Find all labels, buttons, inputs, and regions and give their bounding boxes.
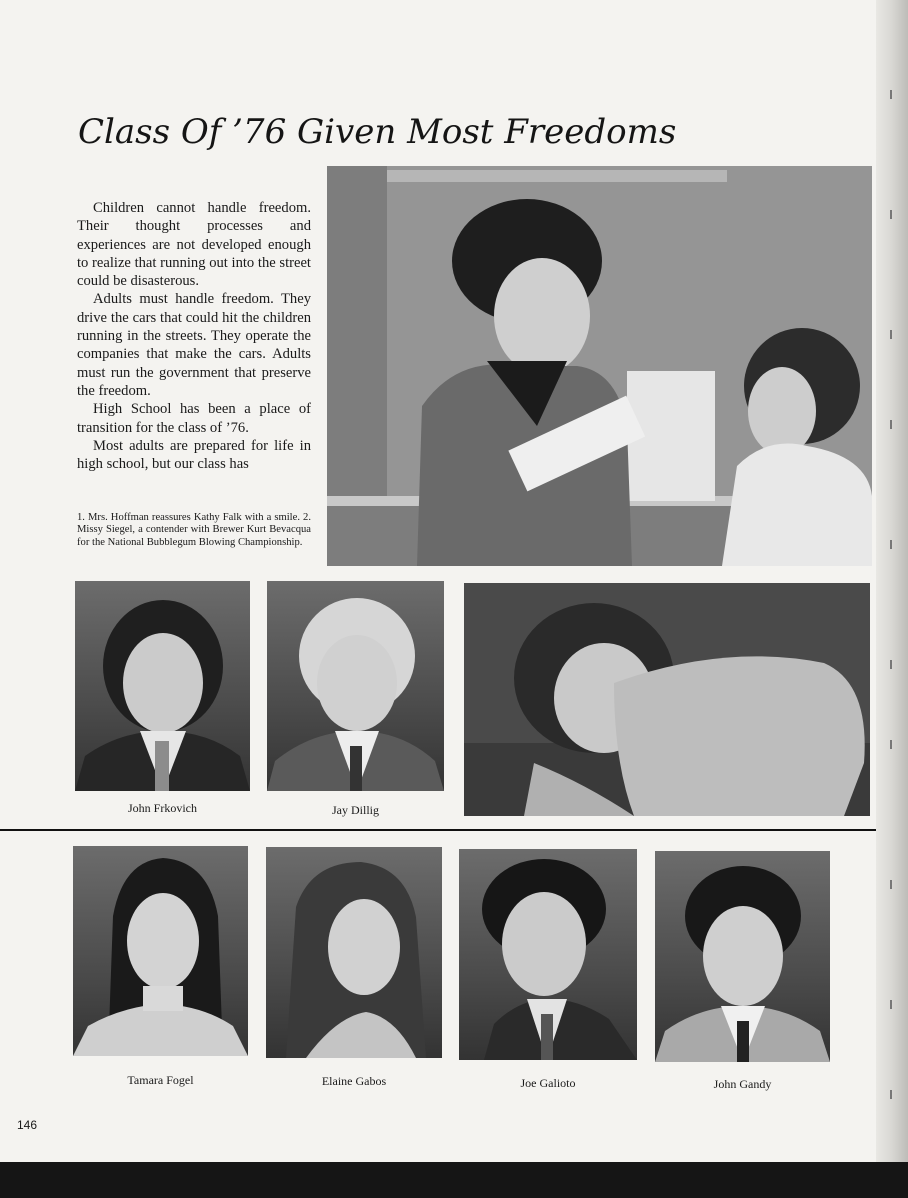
portrait-name: Tamara Fogel: [127, 1073, 194, 1087]
portrait-name: Jay Dillig: [332, 803, 379, 817]
section-divider: [0, 829, 890, 831]
portrait-photo-john-gandy: [655, 851, 830, 1062]
portrait-name: John Frkovich: [128, 801, 197, 815]
article-paragraph: Children cannot handle freedom. Their thought processes and experiences are not developed enough to realize that running out into the street could be disasterous.: [77, 200, 311, 290]
article-paragraph: Adults must handle freedom. They drive the cars that could hit the children running in the streets. They operate the companies that make the cars. Adults must run the government that preserve the freedom.: [77, 291, 311, 399]
portrait-photo-jay-dillig: [267, 581, 444, 791]
article-paragraph: Most adults are prepared for life in high school, but our class has: [77, 437, 311, 473]
page-title: Class Of ’76 Given Most Freedoms: [78, 112, 677, 152]
candid-photo-teacher-student: [327, 166, 872, 566]
portrait-name: Elaine Gabos: [321, 1074, 387, 1088]
candid-photo-bubblegum: [464, 583, 870, 816]
portrait-photo-john-frkovich: [75, 581, 250, 791]
portrait-photo-tamara-fogel: [73, 846, 248, 1056]
portrait-name: John Gandy: [713, 1077, 772, 1091]
photo-caption: 1. Mrs. Hoffman reassures Kathy Falk with a smile. 2. Missy Siegel, a contender with Brewer Kurt Bevacqua for the National Bubblegum Blowing Championship.: [77, 512, 311, 548]
portrait-photo-elaine-gabos: [266, 847, 442, 1058]
article-paragraph: High School has been a place of transition for the class of ’76.: [77, 401, 311, 436]
book-spine: [876, 0, 908, 1162]
article-body: [77, 199, 311, 473]
scan-edge: [0, 1162, 908, 1198]
page-number: 146: [17, 1118, 38, 1132]
portrait-name: Joe Galioto: [520, 1076, 576, 1090]
portrait-photo-joe-galioto: [459, 849, 637, 1060]
